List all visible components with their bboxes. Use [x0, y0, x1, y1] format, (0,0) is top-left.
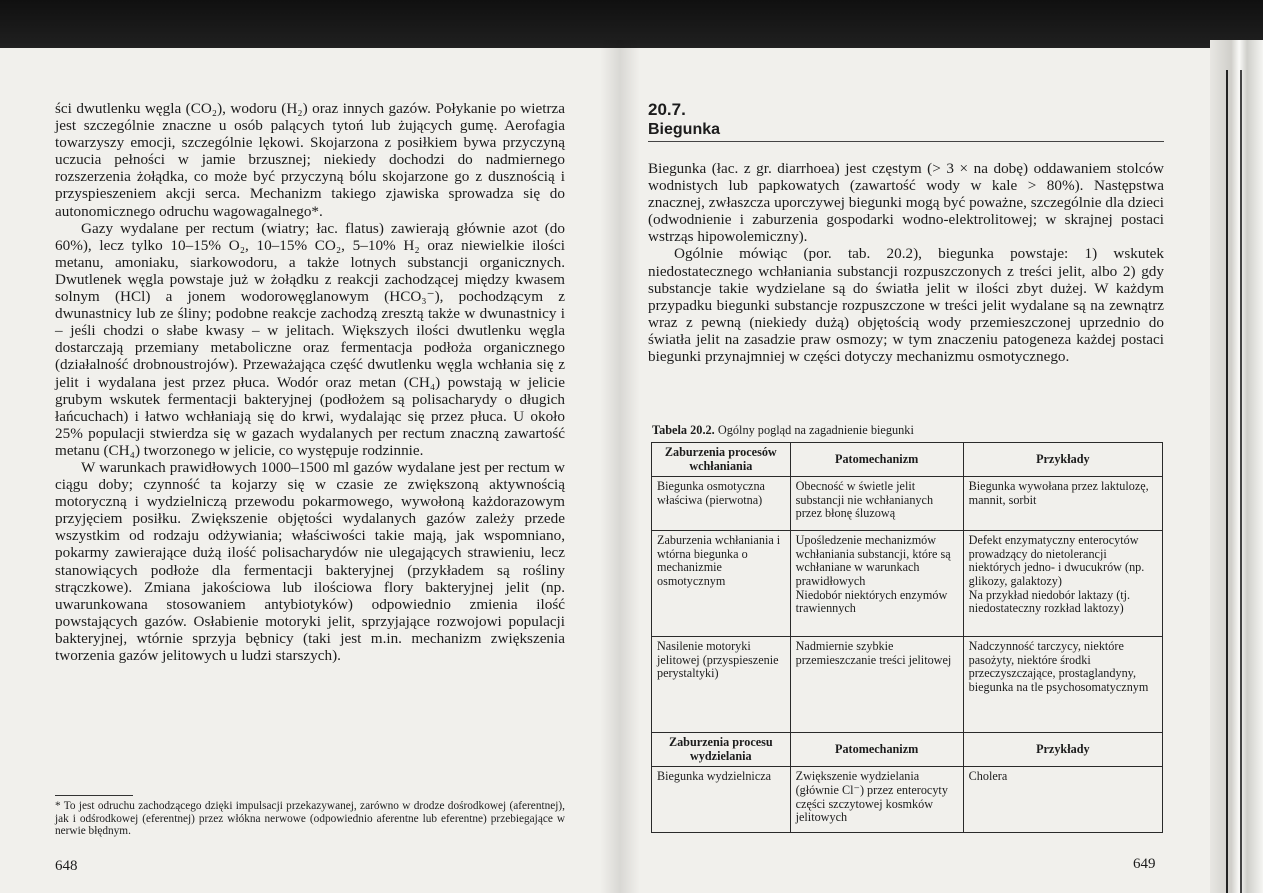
table-row [652, 767, 1163, 833]
table-header-row [652, 733, 1163, 767]
paragraph: Gazy wydalane per rectum (wiatry; łac. flatus) zawierają głównie azot (do 60%), lecz tylko 10–15% O₂, 10–15% CO₂, 5–10% H₂ oraz niewielkie ilości metanu, amoniaku, siarkowodoru, a także lotnych substancji organicznych. Dwutlenek węgla powstaje już w żołądku z reakcji zachodzącej między kwasem solnym (HCl) a jonem wodorowęglanowym (HCO₃⁻), pochodzącym z dwunastnicy lub ze śliny; podobne reakcje zachodzą zresztą także w dwunastnicy i – jeśli chodzi o słabe kwasy – w jelitach. Większych ilości dwutlenku węgla dostarczają przemiany metaboliczne oraz fermentacja podłoża organicznego (działalność drobnoustrojów). Przeważająca część dwutlenku węgla wchłania się z jelit i wydalana jest przez płuca. Wodór oraz metan (CH₄) powstają w jelicie grubym wskutek fermentacji bakteryjnej (podłożem są polisacharydy o długich łańcuchach) i łatwo wchłaniają się do krwi, wydalając się przez płuca. U około 25% populacji stwierdza się w gazach wydalanych per rectum znaczną zawartość metanu (CH₄) tworzonego w jelicie, co występuje rodzinnie. [55, 219, 565, 459]
table-header-row [652, 443, 1163, 477]
cell-line: Niedobór niektórych enzymów trawiennych [795, 587, 948, 616]
paragraph: W warunkach prawidłowych 1000–1500 ml gazów wydalane jest per rectum w ciągu doby; czynność ta kojarzy się w czasie ze zwiększoną aktywnością motoryczną i wydzielniczą przewodu pokarmowego, wywołoną każdorazowym przyjęciem posiłku. Zwiększenie objętości wydalanych gazów zależy przede wszystkim od rodzaju odżywiania; właściwości takie mają, jak wspomniano, pokarmy zawierające dużą ilość polisacharydów nie ulegających strawieniu, lecz stanowiących podłoże dla fermentacji bakteryjnej (przykładem są rośliny strączkowe). Zmiana jakościowa lub ilościowa flory bakteryjnej jelit (np. uwarunkowana stosowaniem antybiotyków) odpowiednio zmienia ilość powstających gazów. Osłabienie motoryki jelit, sprzyjające rozwojowi populacji bakteryjnej, wtórnie sprzyja bębnicy (taki jest m.in. mechanizm zwiększenia tworzenia gazów jelitowych u ludzi starszych). [55, 458, 565, 664]
table-row [652, 637, 1163, 733]
paragraph: Ogólnie mówiąc (por. tab. 20.2), biegunka powstaje: 1) wskutek niedostatecznego wchłaniania substancji rozpuszczonych z treści jelit, albo 2) gdy substancje takie wydzielane są do światła jelit w ilości zbyt dużej. W każdym przypadku biegunki substancje rozpuszczone w treści jelit wydalane są na zewnątrz wraz z pewną (niekiedy dużą) objętością wody przemieszczonej uprzednio do światła jelit na zasadzie praw osmozy; w tym znaczeniu patogeneza każdej postaci biegunki przynajmniej w części dotyczy mechanizmu osmotycznego. [648, 245, 1164, 366]
page-number-right: 649 [1133, 856, 1156, 872]
cell-line: Na przykład niedobór laktazy (tj. niedostateczny rozkład laktozy) [968, 587, 1131, 616]
table-row [652, 477, 1163, 531]
table-cell: Biegunka wydzielnicza [652, 767, 791, 833]
page-number-left: 648 [55, 858, 78, 874]
footnote: * To jest odruchu zachodzącego dzięki impulsacji przekazywanej, zarówno w drodze dośrodkowej (aferentnej), jak i odśrodkowej (eferentnej) przez włókna nerwowe (odpowiednio aferentne lub eferentne) przebiegające w nerwie błędnym. [55, 800, 565, 838]
table-cell: Nadczynność tarczycy, niektóre pasożyty, niektóre środki przeczyszczające, prostaglandyny, biegunka na tle psychosomatycznym [963, 637, 1162, 733]
page-edge-line [1226, 70, 1228, 893]
table-header-cell: Przykłady [963, 733, 1162, 767]
book-gutter [600, 40, 640, 893]
page-edges [1210, 40, 1263, 893]
right-page-body [648, 160, 1164, 365]
table-cell: Zaburzenia wchłaniania i wtórna biegunka o mechanizmie osmotycznym [652, 531, 791, 637]
cell-line: Upośledzenie mechanizmów wchłaniania substancji, które są wchłaniane w warunkach prawidłowych [795, 533, 951, 588]
table-caption-label: Tabela 20.2. [652, 423, 715, 437]
table-caption-text: Ogólny pogląd na zagadnienie biegunki [717, 423, 914, 437]
cell-line: Defekt enzymatyczny enterocytów prowadzący do nietolerancji niektórych jedno- i dwucukrów (np. glikozy, galaktozy) [968, 533, 1145, 588]
table-caption [652, 423, 914, 438]
table-cell: Biegunka osmotyczna właściwa (pierwotna) [652, 477, 791, 531]
section-rule [648, 141, 1164, 142]
section-title: Biegunka [648, 121, 721, 138]
table-cell: Nadmiernie szybkie przemieszczanie treści jelitowej [790, 637, 963, 733]
footnote-rule [55, 795, 133, 796]
diarrhea-table [651, 442, 1163, 833]
table-cell: Obecność w świetle jelit substancji nie wchłanianych przez błonę śluzową [790, 477, 963, 531]
left-page-body [55, 100, 565, 664]
table-header-cell: Zaburzenia procesów wchłaniania [652, 443, 791, 477]
table-header-cell: Patomechanizm [790, 443, 963, 477]
table-cell: Nasilenie motoryki jelitowej (przyspieszenie perystaltyki) [652, 637, 791, 733]
table-cell [963, 531, 1162, 637]
table-cell: Zwiększenie wydzielania (głównie Cl⁻) przez enterocyty części szczytowej kosmków jelitowych [790, 767, 963, 833]
table-cell: Cholera [963, 767, 1162, 833]
table-header-cell: Zaburzenia procesu wydzielania [652, 733, 791, 767]
table-header-cell: Patomechanizm [790, 733, 963, 767]
table-cell: Biegunka wywołana przez laktulozę, mannit, sorbit [963, 477, 1162, 531]
section-number: 20.7. [648, 100, 686, 119]
table-header-cell: Przykłady [963, 443, 1162, 477]
paragraph: ści dwutlenku węgla (CO₂), wodoru (H₂) oraz innych gazów. Połykanie po wietrza jest szczególnie znaczne u osób palących tytoń lub żujących gumę. Aerofagia towarzyszy emocji, szczególnie lękowi. Skojarzona z posiłkiem bywa przyczyną uczucia pełności w jamie brzusznej; niekiedy dochodzi do nadmiernego rozszerzenia żołądka, co może być przyczyną bólu skojarzone go z dusznością i przyspieszeniem akcji serca. Mechanizm takiego zjawiska sprowadza się do autonomicznego odruchu wagowagalnego*. [55, 100, 565, 220]
page-edge-line [1240, 70, 1242, 893]
table-cell [790, 531, 963, 637]
table-row [652, 531, 1163, 637]
paragraph: Biegunka (łac. z gr. diarrhoea) jest częstym (> 3 × na dobę) oddawaniem stolców wodnistych lub papkowatych (zawartość wody w kale > 80%). Następstwa znacznej, zwłaszcza uporczywej biegunki mogą być poważne, szczególnie dla dzieci (odwodnienie i zaburzenia gospodarki wodno-elektrolitowej; w skrajnej postaci wstrząs hipowolemiczny). [648, 160, 1164, 246]
right-page [648, 100, 1164, 365]
